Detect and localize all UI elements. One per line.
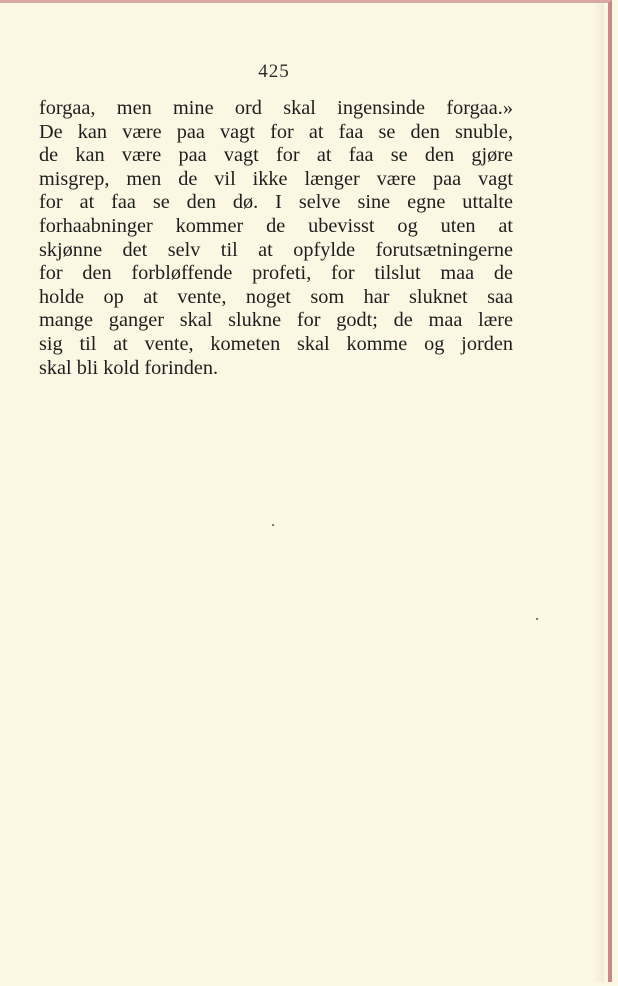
text-line-4: misgrep, men de vil ikke længer være paa vagt [39, 167, 513, 190]
paper-speck [272, 524, 274, 526]
text-line-3: de kan være paa vagt for at faa se den gjøre [39, 144, 513, 167]
text-line-1: forgaa, men mine ord skal ingensinde forgaa.» [39, 97, 513, 119]
text-line-5: for at faa se den dø. I selve sine egne uttalte [39, 191, 513, 214]
text-line-8: for den forbløffende profeti, for tilslut maa de [39, 262, 513, 285]
body-text [39, 97, 513, 380]
text-line-2: De kan være paa vagt for at faa se den snuble, [39, 120, 513, 143]
text-line-12: skal bli kold forinden. [39, 356, 219, 379]
text-line-11: sig til at vente, kometen skal komme og jorden [39, 332, 513, 355]
page-number: 425 [258, 61, 290, 82]
text-line-7: skjønne det selv til at opfylde forutsætningerne [39, 238, 513, 261]
paper-speck [536, 618, 538, 620]
text-line-6: forhaabninger kommer de ubevisst og uten at [39, 214, 513, 237]
text-line-9: holde op at vente, noget som har sluknet saa [39, 285, 513, 308]
page-edge-shadow [594, 3, 604, 982]
text-line-10: mange ganger skal slukne for godt; de maa lære [39, 309, 513, 332]
